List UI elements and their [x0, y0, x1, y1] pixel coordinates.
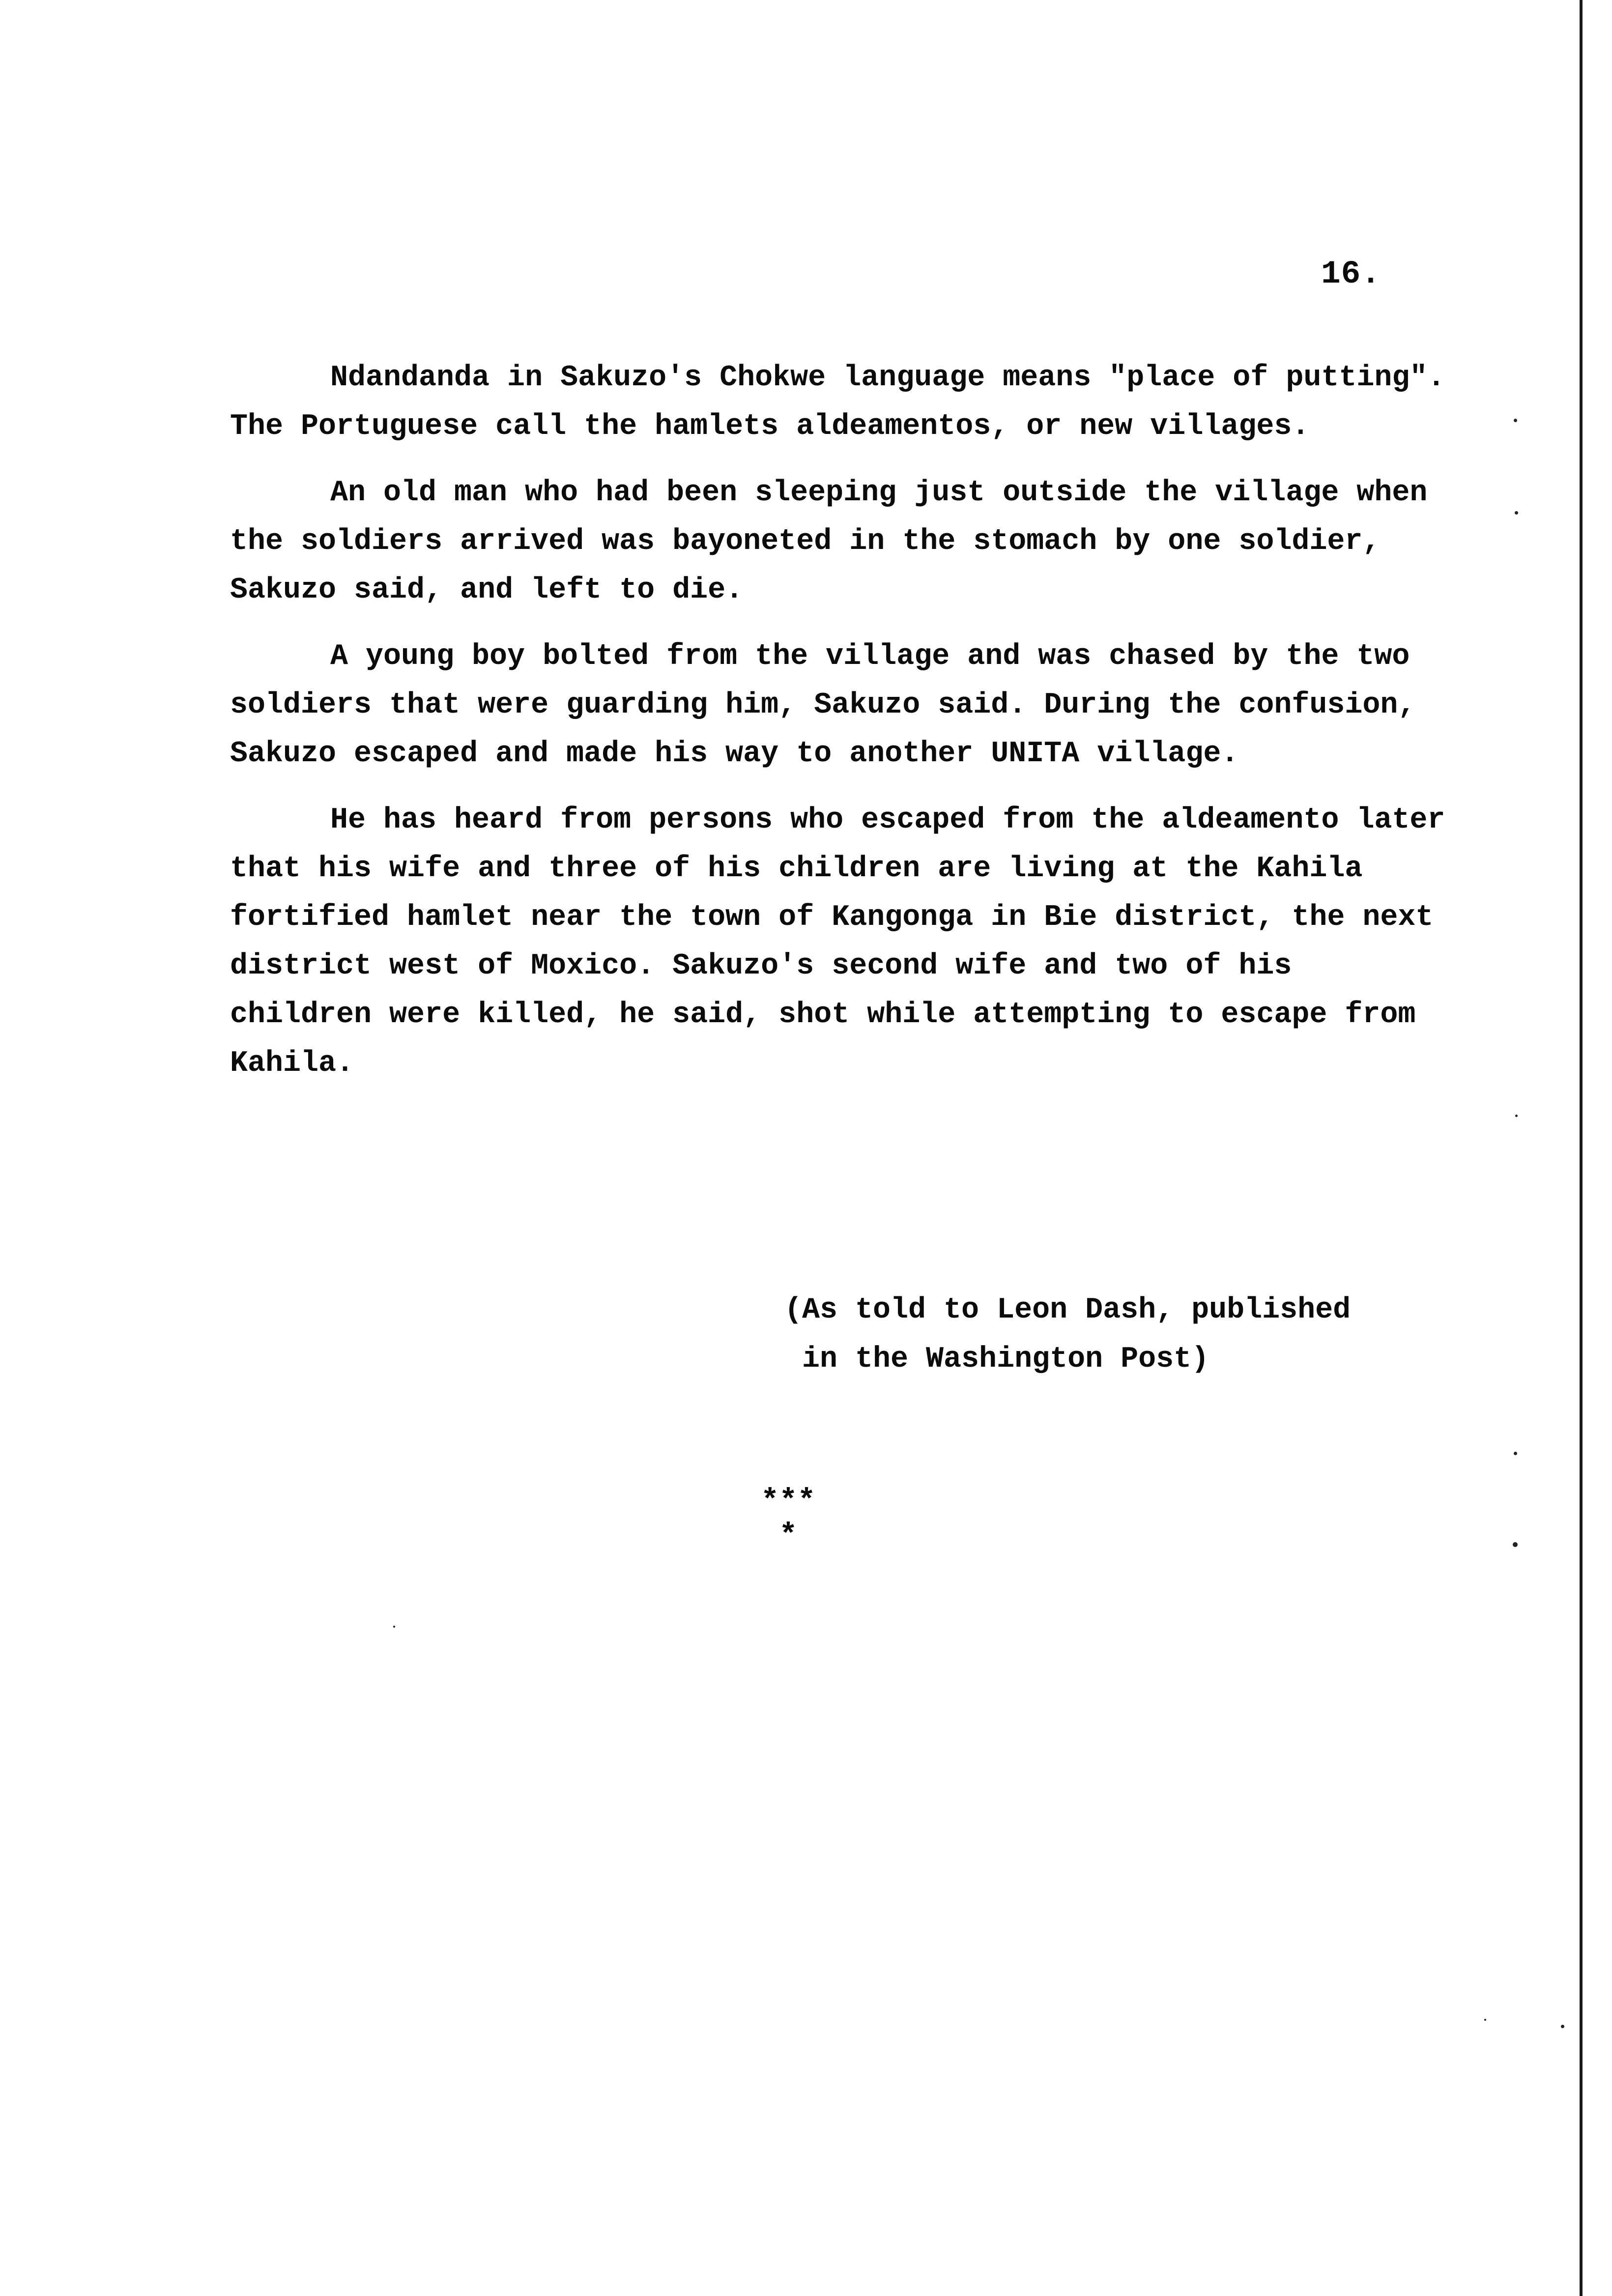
scan-speck [1515, 511, 1518, 515]
page-edge-rule [1580, 0, 1583, 2296]
ornament-asterisks: *** [761, 1484, 816, 1519]
scan-speck [1561, 2025, 1564, 2028]
paragraph: A young boy bolted from the village and was chased by the two soldiers that were guarding him, Sakuzo said. During the confusion, Sakuzo escaped and made his way to another UNITA village. [230, 640, 1416, 771]
article-body [230, 354, 1449, 1106]
paragraph: An old man who had been sleeping just outside the village when the soldiers arrived was bayoneted in the stomach by one soldier, Sakuzo said, and left to die. [230, 476, 1428, 607]
scan-speck [1514, 1452, 1517, 1455]
scan-speck [1514, 419, 1517, 422]
paragraph: He has heard from persons who escaped from the aldeamento later that his wife and three of his children are living at the Kahila fortified hamlet near the town of Kangonga in Bie district, the next district west of Moxico. Sakuzo's second wife and two of his children were killed, he said, shot while attempting to escape from Kahila. [230, 804, 1445, 1080]
scan-speck [1515, 1115, 1518, 1117]
scan-speck [1513, 1542, 1518, 1547]
scan-speck [1484, 2019, 1486, 2021]
ornament-asterisk: * [779, 1518, 798, 1553]
attribution-line-2: in the Washington Post) [802, 1343, 1209, 1376]
section-end-ornament [761, 1484, 816, 1553]
paragraph: Ndandanda in Sakuzo's Chokwe language means "place of putting". The Portuguese call the hamlets aldeamentos, or new villages. [230, 361, 1445, 443]
attribution-line-1: (As told to Leon Dash, published [784, 1293, 1351, 1327]
scan-speck [393, 1626, 395, 1628]
page-number: 16. [1321, 256, 1381, 292]
source-attribution [784, 1286, 1351, 1384]
